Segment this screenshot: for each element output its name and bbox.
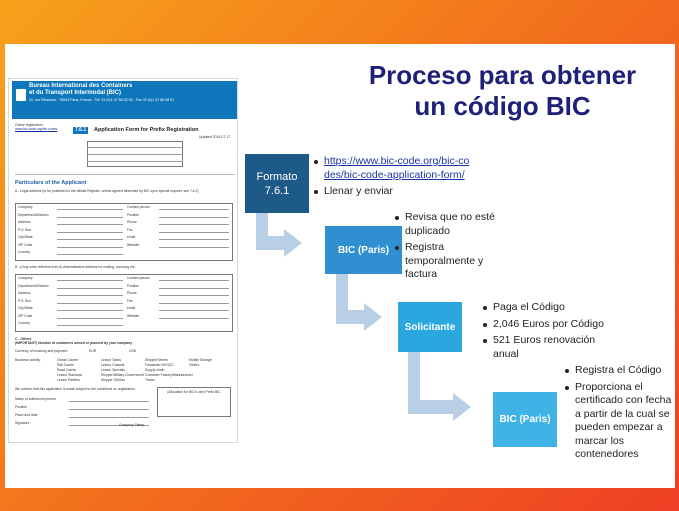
form-field-label: City/State: [18, 306, 33, 310]
application-form-image: [8, 78, 238, 443]
flow-box-bic-paris-1-label: BIC (Paris): [337, 244, 390, 256]
form-field-line: [57, 310, 123, 311]
bullet-item: [395, 241, 505, 282]
form-currency-label: Currency of invoicing and payment:: [15, 349, 69, 353]
form-activity-option: Trader: [145, 378, 155, 382]
bic-code-link[interactable]: https://www.bic-code.org/bic-codes/bic-code-application-form/: [324, 155, 470, 181]
form-sign-field: Place and date: [15, 413, 38, 417]
form-field-line: [159, 318, 229, 319]
form-field-line: [159, 209, 229, 210]
form-field-label: email: [127, 235, 136, 239]
form-field-label: Phone: [127, 291, 137, 295]
form-field-line: [159, 224, 229, 225]
form-sign-line: [69, 409, 149, 410]
bullet-text: Revisa que no esté duplicado: [405, 211, 495, 237]
form-activity-option: Shipper/Others: [145, 358, 168, 362]
form-field-line: [57, 254, 123, 255]
form-activity-option: Lessor Tanks: [101, 358, 121, 362]
form-activity-option: Container Factory/Manufacturer: [145, 373, 193, 377]
form-field-label: Fax: [127, 227, 133, 232]
bullet-item: [395, 211, 505, 238]
form-field-label: Address: [18, 220, 31, 224]
bic-logo-icon: [16, 89, 26, 101]
form-section-c: C - Others: [15, 337, 32, 341]
table-divider: [87, 154, 183, 155]
bullet-item: [565, 364, 675, 378]
title-line-2: un código BIC: [414, 91, 591, 121]
form-field-line: [57, 247, 123, 248]
form-office-box-label: (Allocation for BIC's use) Prefix BIC: [167, 390, 221, 394]
form-activity-option: Lessor Reefers: [57, 378, 80, 382]
form-section-1b: B - (Only when different from A) Administrative address for mailing, invoicing etc.: [15, 265, 136, 269]
form-field-label: Phone: [127, 220, 137, 224]
form-org-name: Bureau International des Containers et du Transport Intermodal (BIC): [29, 83, 133, 96]
bullets-step-4: [565, 364, 675, 465]
form-activity-option: Lessor Chassis: [101, 363, 125, 367]
form-field-line: [159, 232, 229, 233]
bullet-item: [483, 318, 613, 332]
bullet-item: [565, 381, 675, 462]
form-sign-field: Position: [15, 405, 28, 409]
form-currency-eur: EUR: [89, 349, 97, 353]
form-field-line: [159, 280, 229, 281]
bullets-step-1: [314, 155, 474, 202]
form-section-c-note: (IMPORTANT) Number of containers owned or planned by your company: [15, 341, 133, 345]
form-activity-option: Supply chain: [145, 368, 165, 372]
form-online-label: Online registration:: [15, 123, 44, 127]
form-field-line: [57, 288, 123, 289]
flow-box-solicitante: [398, 302, 462, 352]
form-field-label: Website: [127, 242, 140, 247]
form-field-line: [57, 303, 123, 304]
form-code: 7.6.1: [75, 127, 87, 133]
form-field-label: Company: [18, 276, 33, 280]
form-field-line: [57, 295, 123, 296]
bullet-text: Llenar y enviar: [324, 185, 393, 197]
form-field-line: [57, 217, 123, 218]
form-org-address: 41, rue Réaumur - 75003 Paris, France - Tel: 33 (0)1 47 66 03 90 - Fax 33 (0)1 47 66 08 91: [29, 98, 175, 102]
bullet-text: Registra el Código: [575, 364, 662, 376]
bullet-text: 521 Euros renovación anual: [493, 334, 596, 360]
bullets-step-2: [395, 211, 505, 285]
form-confirm-text: We confirm that this application is made subject to the conditions on registration.: [15, 387, 136, 391]
flow-box-bic-paris-2: [493, 392, 557, 447]
bullet-item: [314, 185, 474, 199]
form-field-line: [159, 295, 229, 296]
form-field-line: [57, 325, 123, 326]
bullets-step-3: [483, 301, 613, 364]
form-field-line: [159, 217, 229, 218]
form-sign-line: [69, 417, 149, 418]
bullet-text: Paga el Código: [493, 301, 565, 313]
form-activity-option: Mobile Storage: [189, 358, 212, 362]
bullet-text: Registra temporalmente y factura: [405, 241, 484, 280]
form-activity-option: Ocean Carrier: [57, 358, 79, 362]
form-field-label: City/State: [18, 235, 33, 239]
form-field-label: Department/Division: [18, 283, 49, 288]
form-field-label: Position: [127, 212, 140, 217]
form-activity-option: Road Carrier: [57, 368, 77, 372]
flow-box-formato-label: Formato 7.6.1: [256, 170, 298, 197]
text-line: [15, 174, 235, 175]
form-activity-option: Shipper/Military Government: [101, 373, 144, 377]
form-activity-option: Forwarder NVOCC: [145, 363, 174, 367]
form-field-label: P.O. Box: [18, 227, 32, 232]
form-field-label: Company: [18, 205, 33, 209]
bullet-text: 2,046 Euros por Código: [493, 317, 604, 330]
flow-box-bic-paris-1: [325, 226, 402, 274]
table-divider: [87, 161, 183, 162]
form-field-line: [159, 303, 229, 304]
form-activity-option: Lessor Standard: [57, 373, 82, 377]
form-header: [12, 81, 237, 119]
form-field-label: Country: [18, 321, 30, 325]
bullet-item: [483, 334, 613, 361]
flow-box-formato: [245, 154, 309, 213]
form-field-label: Fax: [127, 298, 133, 303]
form-field-line: [159, 239, 229, 240]
form-activity-option: Rail Carrier: [57, 363, 75, 367]
form-update-date: Updated 2014-07-17: [199, 135, 231, 139]
form-activity-option: Lessor Specials: [101, 368, 125, 372]
form-field-label: email: [127, 306, 136, 310]
form-field-label: Contact person: [127, 205, 150, 209]
form-online-url: www.bic-code.org/bic-codes: [15, 127, 58, 131]
form-field-line: [57, 224, 123, 225]
form-field-label: ZIP Code: [18, 313, 33, 318]
form-section-1a: A - Legal address (to be published in the official Register, unless agreed otherwise by BIC upon special request: see 7.6.2): [15, 189, 199, 193]
form-field-line: [159, 247, 229, 248]
form-field-line: [57, 209, 123, 210]
form-field-line: [57, 318, 123, 319]
form-currency-usd: USD: [129, 349, 137, 353]
form-sign-line: [69, 401, 149, 402]
form-field-line: [57, 232, 123, 233]
form-section-1: Particulars of the Applicant: [15, 180, 87, 186]
form-activity-option: Others: [189, 363, 200, 367]
bullet-item: [483, 301, 613, 315]
flow-box-solicitante-label: Solicitante: [404, 321, 456, 333]
form-sign-field: Name of authorized person: [15, 397, 56, 401]
form-field-label: Department/Division: [18, 212, 49, 217]
slide-title: [330, 60, 675, 122]
form-field-label: Address: [18, 291, 31, 295]
bullet-text: Proporciona el certificado con fecha a partir de la cual se pueden empezar a marcar los contenedores: [575, 380, 672, 460]
flow-box-bic-paris-2-label: BIC (Paris): [499, 414, 551, 425]
form-field-label: Website: [127, 313, 140, 318]
form-title: Application Form for Prefix Registration: [94, 127, 199, 133]
form-field-label: P.O. Box: [18, 298, 32, 303]
form-field-label: Position: [127, 283, 140, 288]
form-field-label: Country: [18, 250, 30, 254]
form-field-line: [159, 288, 229, 289]
form-sign-field: Signature: [15, 421, 30, 425]
form-activity-option: Shipper Oil/Gas: [101, 378, 125, 382]
form-field-line: [57, 280, 123, 281]
title-line-1: Proceso para obtener: [368, 60, 637, 90]
form-field-line: [159, 310, 229, 311]
table-divider: [87, 147, 183, 148]
form-field-label: Contact person: [127, 276, 150, 280]
form-stamp-label: Company Stamp: [119, 423, 145, 427]
form-field-label: ZIP Code: [18, 242, 33, 247]
bullet-item[interactable]: [314, 155, 474, 182]
form-activity-label: Business activity:: [15, 358, 42, 362]
form-field-line: [57, 239, 123, 240]
